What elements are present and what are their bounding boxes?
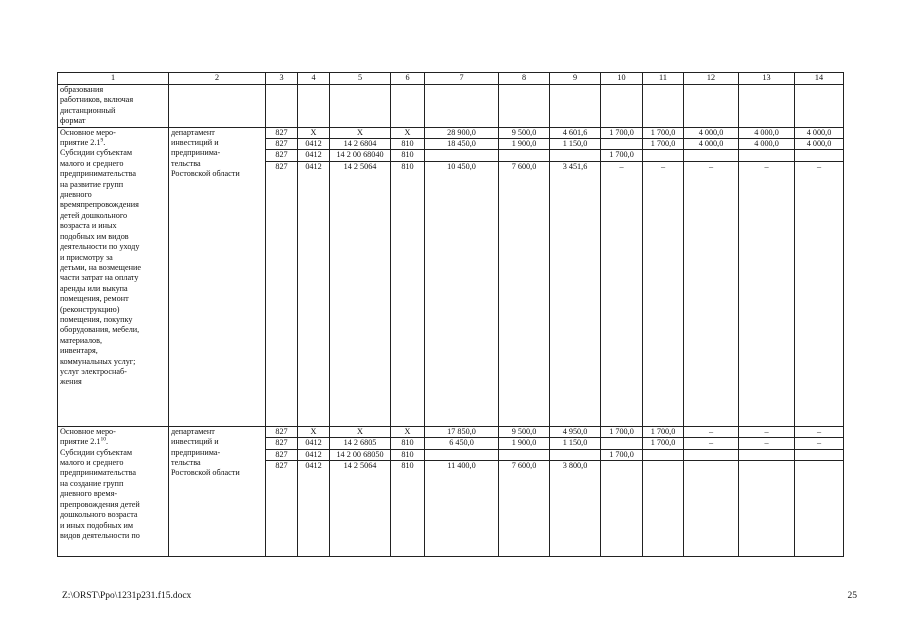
data-cell	[739, 461, 795, 557]
measure-name: Основное меро- приятие $2.1^9$. Субсидии субъектам малого и среднего предпринимательства на развитие групп дневного времяпрепровождения детей дошкольного возраста и иных подобных им видов деятельности по уходу и присмотру за детьми, на возмещение части затрат на оплату аренды или выкупа помещения, ремонт (реконструкцию) помещения, покупку оборудования, мебели, материалов, инвентаря, коммунальных услуг; услуг электроснаб- жения	[58, 127, 169, 426]
header-cell: 10	[601, 73, 643, 85]
data-cell	[643, 461, 684, 557]
data-cell: X	[298, 426, 330, 437]
data-cell: 810	[391, 449, 425, 460]
data-cell: 827	[266, 426, 298, 437]
data-cell: 1 700,0	[601, 426, 643, 437]
header-cell: 1	[58, 73, 169, 85]
data-cell: 14 2 6804	[330, 139, 391, 150]
data-cell	[601, 461, 643, 557]
data-cell: 827	[266, 449, 298, 460]
data-cell: –	[739, 438, 795, 449]
data-cell: 1 900,0	[499, 139, 550, 150]
data-cell	[739, 449, 795, 460]
data-cell	[739, 150, 795, 161]
data-cell: –	[739, 426, 795, 437]
header-cell: 4	[298, 73, 330, 85]
data-cell: 0412	[298, 139, 330, 150]
data-cell: X	[330, 426, 391, 437]
header-cell: 6	[391, 73, 425, 85]
data-cell	[643, 449, 684, 460]
data-cell: 1 700,0	[601, 150, 643, 161]
data-cell: 1 700,0	[643, 438, 684, 449]
data-cell: –	[684, 438, 739, 449]
data-cell	[499, 449, 550, 460]
data-cell: 14 2 6805	[330, 438, 391, 449]
data-cell: 1 700,0	[601, 449, 643, 460]
data-cell: X	[298, 127, 330, 138]
data-cell: X	[391, 426, 425, 437]
data-cell: 827	[266, 161, 298, 426]
table-body	[58, 73, 844, 557]
data-cell: 7 600,0	[499, 461, 550, 557]
data-cell	[550, 449, 601, 460]
data-cell: 4 601,6	[550, 127, 601, 138]
data-cell: 7 600,0	[499, 161, 550, 426]
data-cell: 810	[391, 150, 425, 161]
measure-name: Основное меро- приятие $2.1^{10}$. Субсидии субъектам малого и среднего предпринимательства на создание групп дневного время- препровождения детей дошкольного возраста и иных подобных им видов деятельности по	[58, 426, 169, 556]
data-cell: 28 900,0	[425, 127, 499, 138]
data-cell	[684, 150, 739, 161]
budget-table	[57, 72, 844, 557]
data-cell: 4 000,0	[739, 139, 795, 150]
data-cell: 11 400,0	[425, 461, 499, 557]
header-cell: 13	[739, 73, 795, 85]
header-cell: 8	[499, 73, 550, 85]
header-cell: 7	[425, 73, 499, 85]
data-cell: 6 450,0	[425, 438, 499, 449]
data-cell: 4 000,0	[684, 139, 739, 150]
data-cell: X	[330, 127, 391, 138]
data-cell: –	[601, 161, 643, 426]
data-cell	[499, 150, 550, 161]
data-cell: 1 700,0	[643, 426, 684, 437]
data-cell: 3 800,0	[550, 461, 601, 557]
data-cell: 1 150,0	[550, 139, 601, 150]
data-cell: 14 2 00 68040	[330, 150, 391, 161]
data-cell	[425, 150, 499, 161]
data-cell	[601, 139, 643, 150]
data-cell	[550, 150, 601, 161]
data-cell: 810	[391, 461, 425, 557]
header-cell: 5	[330, 73, 391, 85]
data-cell: 0412	[298, 449, 330, 460]
data-cell: 810	[391, 161, 425, 426]
executor: департамент инвестиций и предпринима- тельства Ростовской области	[169, 426, 266, 556]
data-cell: –	[739, 161, 795, 426]
table-row	[58, 426, 844, 437]
data-cell	[684, 461, 739, 557]
data-cell: 827	[266, 127, 298, 138]
data-cell	[795, 449, 844, 460]
data-cell: –	[795, 161, 844, 426]
carry-text: образования работников, включая дистанционный формат	[58, 85, 169, 128]
data-cell: 10 450,0	[425, 161, 499, 426]
data-cell: 4 950,0	[550, 426, 601, 437]
data-cell: 4 000,0	[739, 127, 795, 138]
data-cell	[425, 449, 499, 460]
data-cell: 827	[266, 461, 298, 557]
data-cell: 4 000,0	[795, 139, 844, 150]
data-cell: X	[391, 127, 425, 138]
carry-row	[58, 85, 844, 128]
data-cell: 14 2 5064	[330, 161, 391, 426]
data-cell: 9 500,0	[499, 426, 550, 437]
data-cell: 17 850,0	[425, 426, 499, 437]
data-cell: 1 700,0	[643, 139, 684, 150]
footnote-marker: 9	[100, 137, 104, 144]
header-row	[58, 73, 844, 85]
data-cell: 9 500,0	[499, 127, 550, 138]
data-cell: 0412	[298, 461, 330, 557]
header-cell: 11	[643, 73, 684, 85]
header-cell: 12	[684, 73, 739, 85]
footer-page-number: 25	[847, 591, 857, 601]
data-cell: 0412	[298, 438, 330, 449]
footer-file-path: Z:\ORST\Ppo\1231p231.f15.docx	[62, 591, 192, 601]
data-cell	[643, 150, 684, 161]
executor: департамент инвестиций и предпринима- тельства Ростовской области	[169, 127, 266, 426]
footnote-marker: 10	[100, 436, 106, 443]
data-cell: 810	[391, 139, 425, 150]
data-cell: 1 700,0	[643, 127, 684, 138]
data-cell: 18 450,0	[425, 139, 499, 150]
data-cell	[795, 150, 844, 161]
data-cell: 14 2 5064	[330, 461, 391, 557]
header-cell: 2	[169, 73, 266, 85]
data-cell: 0412	[298, 161, 330, 426]
data-cell: 827	[266, 139, 298, 150]
data-cell: 1 700,0	[601, 127, 643, 138]
data-cell	[601, 438, 643, 449]
data-cell	[684, 449, 739, 460]
data-cell: –	[795, 426, 844, 437]
data-cell: –	[795, 438, 844, 449]
data-cell: 1 150,0	[550, 438, 601, 449]
data-cell: 4 000,0	[795, 127, 844, 138]
header-cell: 3	[266, 73, 298, 85]
data-cell: 810	[391, 438, 425, 449]
table-row	[58, 127, 844, 138]
data-cell: 14 2 00 68050	[330, 449, 391, 460]
data-cell: 827	[266, 438, 298, 449]
data-cell: –	[684, 161, 739, 426]
header-cell: 9	[550, 73, 601, 85]
data-cell: –	[643, 161, 684, 426]
data-cell: 4 000,0	[684, 127, 739, 138]
data-cell: 3 451,6	[550, 161, 601, 426]
data-cell: 0412	[298, 150, 330, 161]
data-cell: 827	[266, 150, 298, 161]
data-cell	[795, 461, 844, 557]
data-cell: –	[684, 426, 739, 437]
data-cell: 1 900,0	[499, 438, 550, 449]
header-cell: 14	[795, 73, 844, 85]
